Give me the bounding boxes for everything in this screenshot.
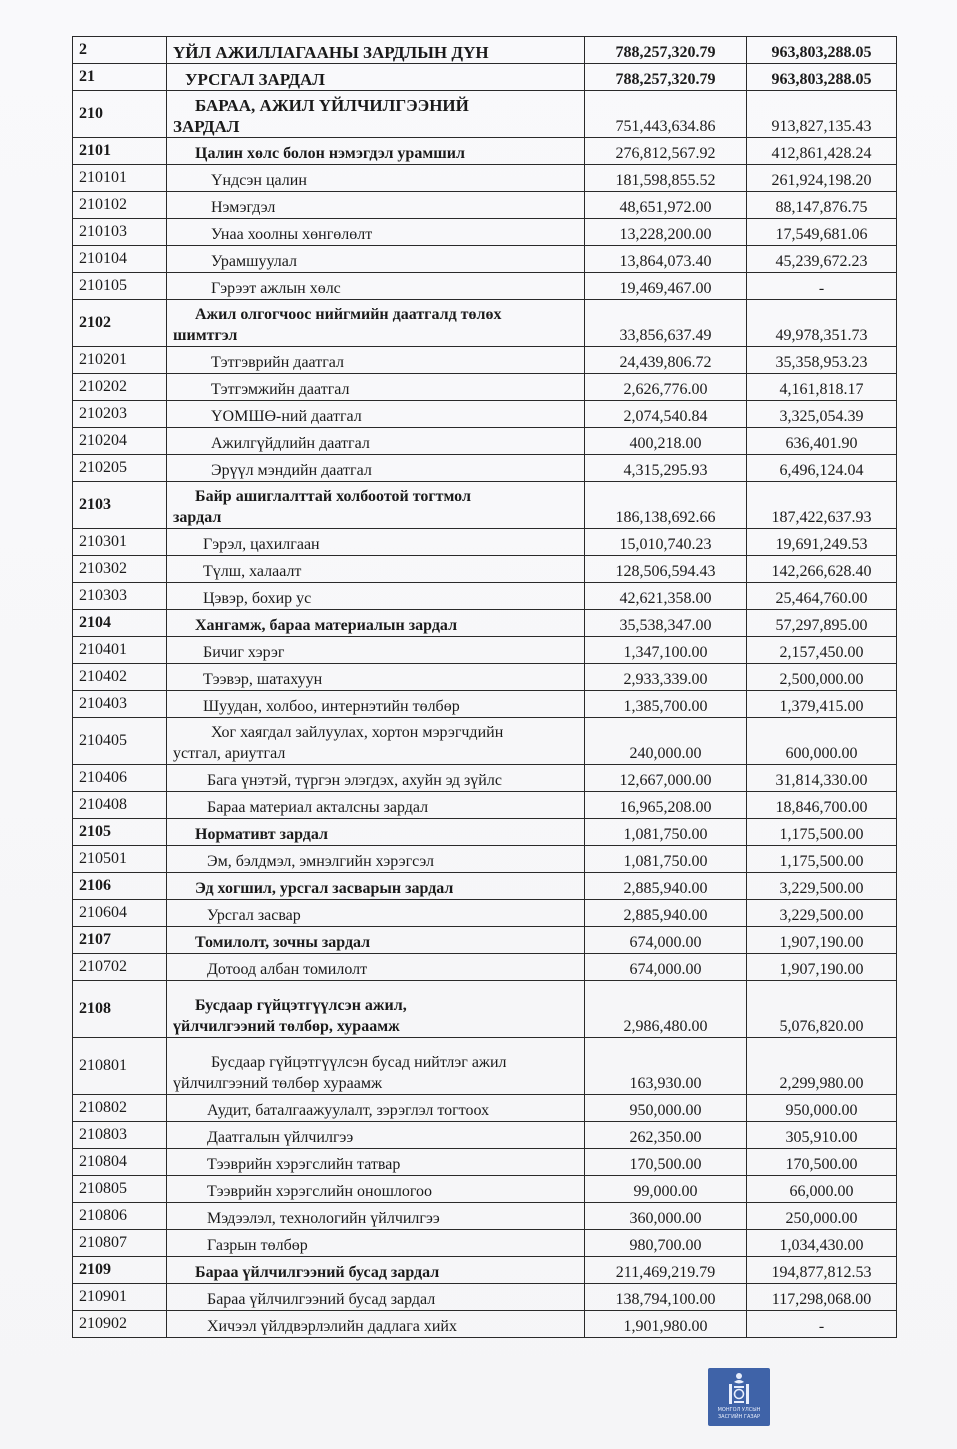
row-value-1: 13,228,200.00 [585, 219, 747, 246]
row-name-line-1: Бусдаар гүйцэтгүүлсэн бусад нийтлэг ажил [211, 1054, 507, 1071]
row-code: 210801 [73, 1038, 167, 1095]
row-value-2: 5,076,820.00 [747, 981, 897, 1038]
row-code: 210804 [73, 1149, 167, 1176]
row-value-2: 6,496,124.04 [747, 455, 897, 482]
table-row [73, 219, 897, 246]
row-name: Нормативт зардал [167, 819, 585, 846]
row-value-2: 17,549,681.06 [747, 219, 897, 246]
table-row [73, 138, 897, 165]
row-name [167, 300, 585, 347]
row-name: Ажилгүйдлийн даатгал [167, 428, 585, 455]
row-value-2: 170,500.00 [747, 1149, 897, 1176]
table-row [73, 792, 897, 819]
row-value-2: 88,147,876.75 [747, 192, 897, 219]
row-value-1: 674,000.00 [585, 954, 747, 981]
row-value-1: 1,901,980.00 [585, 1311, 747, 1338]
row-value-1: 1,385,700.00 [585, 691, 747, 718]
row-value-1: 2,626,776.00 [585, 374, 747, 401]
row-code: 21 [73, 64, 167, 91]
row-value-1: 138,794,100.00 [585, 1284, 747, 1311]
row-value-1: 16,965,208.00 [585, 792, 747, 819]
row-code: 210 [73, 91, 167, 138]
row-value-2: 66,000.00 [747, 1176, 897, 1203]
row-value-2: 963,803,288.05 [747, 64, 897, 91]
government-seal [708, 1368, 770, 1426]
row-code: 2 [73, 37, 167, 64]
row-name [167, 981, 585, 1038]
row-value-2: 261,924,198.20 [747, 165, 897, 192]
row-value-1: 15,010,740.23 [585, 529, 747, 556]
row-code: 210807 [73, 1230, 167, 1257]
row-name: Бараа үйлчилгээний бусад зардал [167, 1257, 585, 1284]
row-code: 210105 [73, 273, 167, 300]
table-row [73, 1257, 897, 1284]
row-name: Цэвэр, бохир ус [167, 583, 585, 610]
row-value-1: 163,930.00 [585, 1038, 747, 1095]
row-code: 210201 [73, 347, 167, 374]
row-value-1: 674,000.00 [585, 927, 747, 954]
table-row [73, 1149, 897, 1176]
table-row [73, 900, 897, 927]
row-name: Цалин хөлс болон нэмэгдэл урамшил [167, 138, 585, 165]
row-code: 2103 [73, 482, 167, 529]
row-value-1: 128,506,594.43 [585, 556, 747, 583]
row-value-2: 913,827,135.43 [747, 91, 897, 138]
row-name: Урамшуулал [167, 246, 585, 273]
row-value-2: 1,907,190.00 [747, 954, 897, 981]
row-name: Тээвэр, шатахуун [167, 664, 585, 691]
row-name-line-2: үйлчилгээний төлбөр хураамж [173, 1075, 383, 1092]
row-code: 210806 [73, 1203, 167, 1230]
row-value-2: 194,877,812.53 [747, 1257, 897, 1284]
row-name-line-1: Бусдаар гүйцэтгүүлсэн ажил, [195, 997, 407, 1014]
row-code: 210402 [73, 664, 167, 691]
row-value-1: 2,986,480.00 [585, 981, 747, 1038]
row-name-line-1: Байр ашиглалттай холбоотой тогтмол [195, 488, 471, 505]
row-code: 210902 [73, 1311, 167, 1338]
row-value-2: 45,239,672.23 [747, 246, 897, 273]
row-name-line-1: Хог хаягдал зайлуулах, хортон мэрэгчдийн [211, 724, 504, 741]
row-value-1: 13,864,073.40 [585, 246, 747, 273]
table-row [73, 927, 897, 954]
row-value-2: 1,175,500.00 [747, 846, 897, 873]
row-value-1: 2,885,940.00 [585, 873, 747, 900]
row-code: 2104 [73, 610, 167, 637]
row-value-1: 12,667,000.00 [585, 765, 747, 792]
row-name: Гэрээт ажлын хөлс [167, 273, 585, 300]
row-value-1: 788,257,320.79 [585, 37, 747, 64]
row-name: Унаа хоолны хөнгөлөлт [167, 219, 585, 246]
row-value-2: 3,325,054.39 [747, 401, 897, 428]
row-value-2: 412,861,428.24 [747, 138, 897, 165]
row-value-2: 2,500,000.00 [747, 664, 897, 691]
row-code: 210803 [73, 1122, 167, 1149]
row-code: 210604 [73, 900, 167, 927]
row-code: 210702 [73, 954, 167, 981]
row-name: Тэтгэмжийн даатгал [167, 374, 585, 401]
row-value-1: 181,598,855.52 [585, 165, 747, 192]
table-row [73, 91, 897, 138]
row-name: Тээврийн хэрэгслийн татвар [167, 1149, 585, 1176]
row-value-2: 1,175,500.00 [747, 819, 897, 846]
row-value-1: 42,621,358.00 [585, 583, 747, 610]
seal-text-line-1: МОНГОЛ УЛСЫН [717, 1407, 761, 1413]
row-value-2: 600,000.00 [747, 718, 897, 765]
table-row [73, 583, 897, 610]
table-row [73, 1230, 897, 1257]
row-name: Хангамж, бараа материалын зардал [167, 610, 585, 637]
row-name [167, 718, 585, 765]
table-row [73, 64, 897, 91]
row-value-2: 1,907,190.00 [747, 927, 897, 954]
row-value-2: 963,803,288.05 [747, 37, 897, 64]
row-value-1: 35,538,347.00 [585, 610, 747, 637]
row-value-1: 950,000.00 [585, 1095, 747, 1122]
row-code: 210102 [73, 192, 167, 219]
row-name: Хичээл үйлдвэрлэлийн дадлага хийх [167, 1311, 585, 1338]
row-name: Шуудан, холбоо, интернэтийн төлбөр [167, 691, 585, 718]
table-row [73, 1203, 897, 1230]
row-value-1: 2,885,940.00 [585, 900, 747, 927]
row-name: Томилолт, зочны зардал [167, 927, 585, 954]
row-name: Гэрэл, цахилгаан [167, 529, 585, 556]
row-value-2: 1,379,415.00 [747, 691, 897, 718]
seal-text-line-2: ЗАСГИЙН ГАЗАР [717, 1414, 761, 1420]
row-code: 210405 [73, 718, 167, 765]
row-value-2: 3,229,500.00 [747, 873, 897, 900]
row-name: Аудит, баталгаажуулалт, зэрэглэл тогтоох [167, 1095, 585, 1122]
row-value-2: 142,266,628.40 [747, 556, 897, 583]
row-name: Урсгал засвар [167, 900, 585, 927]
table-row [73, 691, 897, 718]
table-row [73, 1284, 897, 1311]
row-value-2: 19,691,249.53 [747, 529, 897, 556]
row-value-1: 99,000.00 [585, 1176, 747, 1203]
table-row [73, 428, 897, 455]
table-row [73, 246, 897, 273]
row-value-2: 950,000.00 [747, 1095, 897, 1122]
row-name: Нэмэгдэл [167, 192, 585, 219]
row-value-1: 1,347,100.00 [585, 637, 747, 664]
row-value-1: 48,651,972.00 [585, 192, 747, 219]
row-value-2: 18,846,700.00 [747, 792, 897, 819]
row-value-1: 262,350.00 [585, 1122, 747, 1149]
row-code: 210408 [73, 792, 167, 819]
row-name [167, 1038, 585, 1095]
row-value-1: 400,218.00 [585, 428, 747, 455]
row-value-2: 57,297,895.00 [747, 610, 897, 637]
table-row [73, 1122, 897, 1149]
row-name: Бараа материал акталсны зардал [167, 792, 585, 819]
row-code: 210406 [73, 765, 167, 792]
row-value-1: 24,439,806.72 [585, 347, 747, 374]
soyombo-emblem-icon [725, 1372, 753, 1406]
row-code: 210901 [73, 1284, 167, 1311]
table-row [73, 765, 897, 792]
row-value-2: - [747, 1311, 897, 1338]
table-row [73, 455, 897, 482]
row-code: 2108 [73, 981, 167, 1038]
row-name-line-2: шимтгэл [173, 327, 238, 344]
table-row [73, 718, 897, 765]
row-value-2: 305,910.00 [747, 1122, 897, 1149]
row-code: 210101 [73, 165, 167, 192]
row-value-2: 49,978,351.73 [747, 300, 897, 347]
row-name: Тээврийн хэрэгслийн оношлогоо [167, 1176, 585, 1203]
row-value-2: 1,034,430.00 [747, 1230, 897, 1257]
row-value-1: 211,469,219.79 [585, 1257, 747, 1284]
row-name-line-2: устгал, ариутгал [173, 745, 286, 762]
row-name-line-1: Ажил олгогчоос нийгмийн даатгалд төлөх [195, 306, 502, 323]
row-value-2: 187,422,637.93 [747, 482, 897, 529]
row-code: 210301 [73, 529, 167, 556]
row-name: Түлш, халаалт [167, 556, 585, 583]
row-name-line-2: үйлчилгээний төлбөр, хураамж [173, 1018, 400, 1035]
row-value-2: 31,814,330.00 [747, 765, 897, 792]
row-name: Дотоод албан томилолт [167, 954, 585, 981]
row-code: 2105 [73, 819, 167, 846]
row-name-line-2: ЗАРДАЛ [173, 117, 240, 136]
row-name: ҮОМШӨ-ний даатгал [167, 401, 585, 428]
row-value-1: 33,856,637.49 [585, 300, 747, 347]
row-value-2: 25,464,760.00 [747, 583, 897, 610]
row-value-1: 2,933,339.00 [585, 664, 747, 691]
row-code: 210501 [73, 846, 167, 873]
table-row [73, 300, 897, 347]
row-value-1: 1,081,750.00 [585, 846, 747, 873]
table-row [73, 1095, 897, 1122]
row-code: 210104 [73, 246, 167, 273]
row-code: 210103 [73, 219, 167, 246]
row-code: 2109 [73, 1257, 167, 1284]
row-name: Үндсэн цалин [167, 165, 585, 192]
row-code: 210401 [73, 637, 167, 664]
row-value-1: 788,257,320.79 [585, 64, 747, 91]
row-value-2: 3,229,500.00 [747, 900, 897, 927]
row-code: 210204 [73, 428, 167, 455]
row-value-1: 240,000.00 [585, 718, 747, 765]
table-row [73, 556, 897, 583]
row-name: УРСГАЛ ЗАРДАЛ [167, 64, 585, 91]
row-value-2: 250,000.00 [747, 1203, 897, 1230]
row-value-2: 636,401.90 [747, 428, 897, 455]
row-name-line-1: БАРАА, АЖИЛ ҮЙЛЧИЛГЭЭНИЙ [195, 96, 469, 115]
row-name: ҮЙЛ АЖИЛЛАГААНЫ ЗАРДЛЫН ДҮН [167, 37, 585, 64]
table-row [73, 664, 897, 691]
row-code: 210403 [73, 691, 167, 718]
table-row [73, 819, 897, 846]
row-value-2: 4,161,818.17 [747, 374, 897, 401]
table-row [73, 954, 897, 981]
row-value-1: 19,469,467.00 [585, 273, 747, 300]
row-code: 210805 [73, 1176, 167, 1203]
table-row [73, 273, 897, 300]
row-code: 2107 [73, 927, 167, 954]
row-value-1: 980,700.00 [585, 1230, 747, 1257]
row-value-1: 276,812,567.92 [585, 138, 747, 165]
row-value-1: 360,000.00 [585, 1203, 747, 1230]
row-value-1: 1,081,750.00 [585, 819, 747, 846]
row-value-2: 2,157,450.00 [747, 637, 897, 664]
expense-table [72, 36, 897, 1338]
row-code: 210303 [73, 583, 167, 610]
row-name: Даатгалын үйлчилгээ [167, 1122, 585, 1149]
row-name-line-2: зардал [173, 509, 222, 526]
table-row [73, 610, 897, 637]
table-row [73, 1311, 897, 1338]
table-row [73, 482, 897, 529]
row-name: Эм, бэлдмэл, эмнэлгийн хэрэгсэл [167, 846, 585, 873]
row-name: Тэтгэврийн даатгал [167, 347, 585, 374]
table-row [73, 37, 897, 64]
table-row [73, 401, 897, 428]
row-name: Бага үнэтэй, түргэн элэгдэх, ахуйн эд зүйлс [167, 765, 585, 792]
row-name: Газрын төлбөр [167, 1230, 585, 1257]
row-value-1: 170,500.00 [585, 1149, 747, 1176]
row-code: 2106 [73, 873, 167, 900]
row-name: Мэдээлэл, технологийн үйлчилгээ [167, 1203, 585, 1230]
table-row [73, 165, 897, 192]
row-name: Бичиг хэрэг [167, 637, 585, 664]
row-value-2: 117,298,068.00 [747, 1284, 897, 1311]
table-row [73, 1038, 897, 1095]
table-row [73, 846, 897, 873]
row-name: Эд хогшил, урсгал засварын зардал [167, 873, 585, 900]
row-name [167, 91, 585, 138]
row-value-2: 35,358,953.23 [747, 347, 897, 374]
table-row [73, 192, 897, 219]
table-row [73, 981, 897, 1038]
row-code: 210802 [73, 1095, 167, 1122]
row-value-1: 2,074,540.84 [585, 401, 747, 428]
row-name [167, 482, 585, 529]
row-value-1: 4,315,295.93 [585, 455, 747, 482]
row-name: Бараа үйлчилгээний бусад зардал [167, 1284, 585, 1311]
row-code: 210302 [73, 556, 167, 583]
table-row [73, 873, 897, 900]
row-value-1: 186,138,692.66 [585, 482, 747, 529]
row-value-2: - [747, 273, 897, 300]
row-value-1: 751,443,634.86 [585, 91, 747, 138]
table-row [73, 347, 897, 374]
table-row [73, 1176, 897, 1203]
row-code: 2102 [73, 300, 167, 347]
row-code: 210202 [73, 374, 167, 401]
row-code: 2101 [73, 138, 167, 165]
row-name: Эрүүл мэндийн даатгал [167, 455, 585, 482]
row-value-2: 2,299,980.00 [747, 1038, 897, 1095]
table-row [73, 374, 897, 401]
row-code: 210205 [73, 455, 167, 482]
table-row [73, 529, 897, 556]
row-code: 210203 [73, 401, 167, 428]
table-row [73, 637, 897, 664]
